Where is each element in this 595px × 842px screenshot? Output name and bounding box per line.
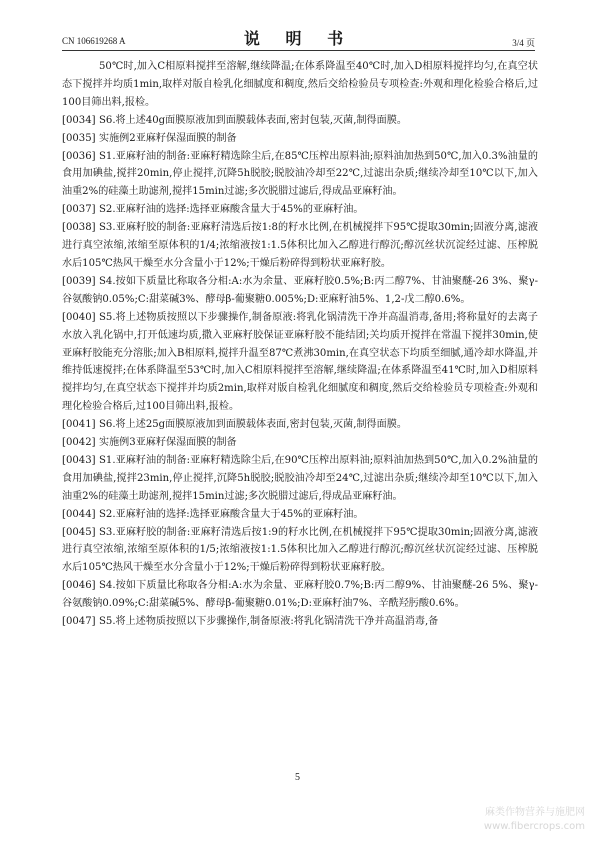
watermark (484, 806, 585, 834)
page-header (62, 26, 535, 48)
paragraph (62, 201, 538, 219)
paragraph (62, 506, 538, 524)
paragraph-number: [0040] (62, 311, 96, 323)
paragraph-number: [0044] (62, 508, 96, 520)
section-heading: 实施例2亚麻籽保湿面膜的制备 (99, 132, 237, 144)
paragraph (62, 112, 538, 130)
paragraph (62, 452, 538, 506)
paragraph-number: [0034] (62, 114, 96, 126)
paragraph-number: [0035] (62, 132, 96, 144)
paragraph-text: S1.亚麻籽油的制备:亚麻籽精选除尘后,在85℃压榨出原料油;原料油加热到50℃,加入0.3%油量的食用加碘盐,搅拌20min,停止搅拌,沉降5h脱胶;脱胶油冷却至22℃,过滤出杂质;继续冷却至10℃以下,加入油重2%的硅藻土助滤剂,搅拌15min过滤;多次脱腊过滤后,得成品亚麻籽油。 (62, 150, 538, 198)
paragraph-text: S6.将上述25g面膜原液加到面膜载体表面,密封包装,灭菌,制得面膜。 (99, 419, 407, 431)
paragraph (62, 130, 538, 148)
document-body (62, 58, 538, 631)
paragraph-text: S3.亚麻籽胶的制备:亚麻籽清选后按1:9的籽水比例,在机械搅拌下95℃提取30min;固液分离,滤液进行真空浓缩,浓缩至原体积的1/5;浓缩液按1:1.5体积比加入乙醇进行醇沉;醇沉丝状沉淀经过滤、压榨脱水后105℃热风干燥至水分含量小于12%;干燥后粉碎得到粉状亚麻籽胶。 (62, 526, 538, 574)
header-rule (62, 50, 535, 51)
paragraph-number: [0038] (62, 222, 96, 234)
patent-number: CN 106619268 A (62, 36, 126, 46)
paragraph (62, 434, 538, 452)
paragraph-text: S3.亚麻籽胶的制备:亚麻籽清选后按1:8的籽水比例,在机械搅拌下95℃提取30min;固液分离,滤液进行真空浓缩,浓缩至原体积的1/4;浓缩液按1:1.5体积比加入乙醇进行醇沉;醇沉丝状沉淀经过滤、压榨脱水后105℃热风干燥至水分含量小于12%;干燥后粉碎得到粉状亚麻籽胶。 (62, 222, 538, 269)
paragraph-number: [0041] (62, 419, 96, 431)
paragraph (62, 219, 538, 273)
document-title: 说 明 书 (243, 29, 354, 48)
paragraph-number: [0042] (62, 437, 96, 449)
paragraph-number: [0045] (62, 526, 96, 538)
paragraph (62, 416, 538, 434)
paragraph-text: S2.亚麻籽油的选择:选择亚麻酸含量大于45%的亚麻籽油。 (99, 204, 364, 216)
watermark-title: 麻类作物营养与施肥网 (485, 807, 585, 818)
paragraph (62, 148, 538, 202)
paragraph-number: [0039] (62, 275, 96, 287)
paragraph-text: S5.将上述物质按照以下步骤操作,制备原液:将乳化锅清洗干净并高温消毒,备 (99, 616, 439, 628)
paragraph (62, 58, 538, 112)
paragraph-text: S4.按如下质量比称取各分相:A:水为余量、亚麻籽胶0.7%;B:丙二醇9%、甘油聚醚-26 5%、聚γ-谷氨酸钠0.09%;C:甜菜碱5%、酵母β-葡聚糖0.01%;D:亚麻籽油7%、辛酰羟肟酸0.6%。 (62, 580, 538, 610)
paragraph-text: S4.按如下质量比称取各分相:A:水为余量、亚麻籽胶0.5%;B:丙二醇7%、甘油聚醚-26 3%、聚γ-谷氨酸钠0.05%;C:甜菜碱3%、酵母β-葡聚糖0.005%;D:亚麻籽油5%、1,2-戊二醇0.6%。 (62, 275, 538, 305)
page-indicator: 3/4 页 (512, 38, 535, 48)
section-heading: 实施例3亚麻籽保湿面膜的制备 (99, 437, 237, 449)
paragraph-text: 50℃时,加入C相原料搅拌至溶解,继续降温;在体系降温至40℃时,加入D相原料搅拌均匀,在真空状态下搅拌并均质1min,取样对版自检乳化细腻度和稠度,然后交给检验员专项检查:外观和理化检验合格后,过100目筛出料,报检。 (62, 61, 538, 108)
watermark-url: www.fibercrops.com (483, 821, 585, 832)
paragraph-text: S6.将上述40g面膜原液加到面膜载体表面,密封包装,灭菌,制得面膜。 (99, 114, 407, 126)
paragraph (62, 524, 538, 578)
paragraph-number: [0043] (62, 454, 96, 466)
paragraph-text: S1.亚麻籽油的制备:亚麻籽精选除尘后,在90℃压榨出原料油;原料油加热到50℃,加入0.2%油量的食用加碘盐,搅拌23min,停止搅拌,沉降5h脱胶;脱胶油冷却至24℃,过滤出杂质;继续冷却至10℃以下,加入油重2%的硅藻土助滤剂,搅拌15min过滤;多次脱腊过滤后,得成品亚麻籽油。 (62, 454, 538, 502)
paragraph-number: [0036] (62, 150, 96, 162)
page-number: 5 (295, 772, 300, 783)
paragraph (62, 613, 538, 631)
paragraph (62, 273, 538, 309)
paragraph-text: S5.将上述物质按照以下步骤操作,制备原液:将乳化锅清洗干净并高温消毒,备用;将称量好的去离子水放入乳化锅中,打开低速均质,撒入亚麻籽胶保证亚麻籽胶不能结团;关均质开搅拌在常温下搅拌30min,使亚麻籽胶能充分溶胀;加入B相原料,搅拌升温至87℃煮沸30min,在真空状态下均质至细腻,通冷却水降温,并维持低速搅拌;在体系降温至53℃时,加入C相原料搅拌至溶解,继续降温;在体系降温至41℃时,加入D相原料搅拌均匀,在真空状态下搅拌并均质2min,取样对版自检乳化细腻度和稠度,然后交给检验员专项检查:外观和理化检验合格后,过100目筛出料,报检。 (62, 311, 538, 413)
paragraph (62, 577, 538, 613)
paragraph (62, 309, 538, 416)
paragraph-number: [0037] (62, 204, 96, 216)
paragraph-number: [0047] (62, 616, 96, 628)
paragraph-number: [0046] (62, 580, 96, 592)
paragraph-text: S2.亚麻籽油的选择:选择亚麻酸含量大于45%的亚麻籽油。 (99, 508, 364, 520)
